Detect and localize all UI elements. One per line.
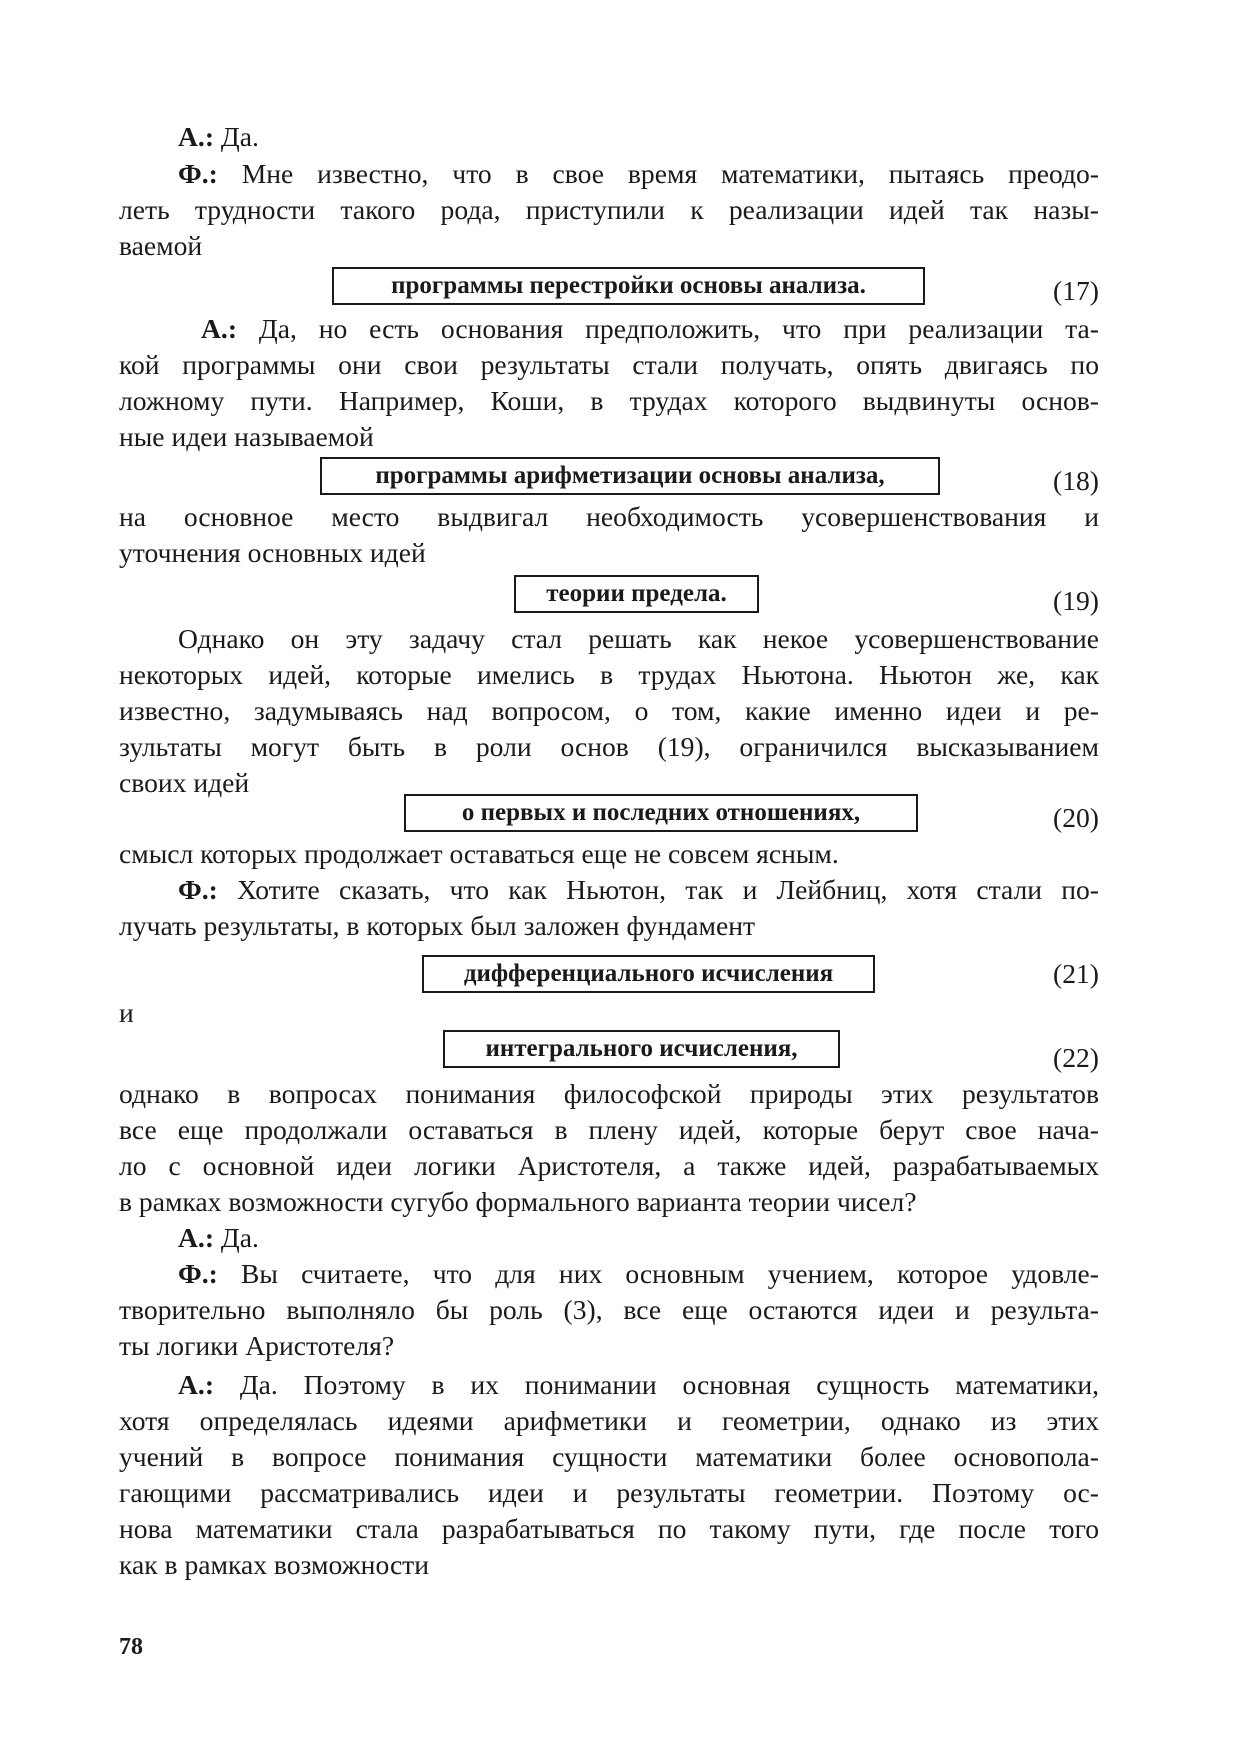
paragraph-line: зультаты могут быть в роли основ (19), ограничился высказыванием (119, 731, 1099, 762)
paragraph-line: нова математики стала разрабатываться по такому пути, где после того (119, 1513, 1099, 1544)
paragraph-line: смысл которых продолжает оставаться еще не совсем ясным. (119, 838, 839, 869)
speaker-label: А.: (178, 121, 215, 152)
highlighted-term-box: дифференциального исчисления (422, 955, 875, 993)
line-text: Хотите сказать, что как Ньютон, так и Лейбниц, хотя стали по- (217, 874, 1099, 905)
line-text: Да. (214, 1222, 259, 1253)
paragraph-line: Однако он эту задачу стал решать как некое усовершенствование (178, 623, 1099, 654)
paragraph-line: учений в вопросе понимания сущности математики более основопола- (119, 1441, 1099, 1472)
paragraph-line: ложному пути. Например, Коши, в трудах которого выдвинуты основ- (119, 385, 1099, 416)
speaker-label: Ф.: (178, 158, 218, 189)
highlighted-term-box: интегрального исчисления, (443, 1030, 840, 1068)
speaker-label: А.: (178, 1222, 215, 1253)
paragraph-line: своих идей (119, 767, 250, 798)
speaker-label: А.: (201, 313, 238, 344)
paragraph-line: однако в вопросах понимания философской природы этих результатов (119, 1078, 1099, 1109)
speaker-label: А.: (178, 1369, 215, 1400)
line-text: Вы считаете, что для них основным учением, которое удовле- (217, 1258, 1099, 1289)
paragraph-line (201, 310, 1099, 347)
line-text: Да. Поэтому в их понимании основная сущность математики, (214, 1369, 1099, 1400)
paragraph-line: ные идеи называемой (119, 421, 374, 452)
equation-number: (18) (1053, 465, 1099, 496)
line-text: Да, но есть основания предположить, что при реализации та- (237, 313, 1099, 344)
paragraph-line: в рамках возможности сугубо формального варианта теории чисел? (119, 1186, 917, 1217)
paragraph-line: на основное место выдвигал необходимость усовершенствования и (119, 501, 1099, 532)
page-number: 78 (119, 1634, 143, 1660)
equation-number: (20) (1053, 802, 1099, 833)
equation-number: (22) (1053, 1042, 1099, 1073)
paragraph-line (178, 1255, 1099, 1292)
paragraph-line (178, 1366, 1099, 1403)
equation-number: (19) (1053, 585, 1099, 616)
speaker-label: Ф.: (178, 1258, 218, 1289)
paragraph-line: известно, задумываясь над вопросом, о том, какие именно идеи и ре- (119, 695, 1099, 726)
paragraph-line (178, 871, 1099, 908)
highlighted-term-box: программы перестройки основы анализа. (332, 267, 925, 305)
paragraph-line: гающими рассматривались идеи и результаты геометрии. Поэтому ос- (119, 1477, 1099, 1508)
paragraph-line: как в рамках возможности (119, 1549, 430, 1580)
paragraph-line: уточнения основных идей (119, 537, 426, 568)
paragraph-line: ваемой (119, 230, 203, 261)
highlighted-term-box: о первых и последних отношениях, (404, 794, 918, 832)
highlighted-term-box: программы арифметизации основы анализа, (320, 457, 940, 495)
paragraph-line: все еще продолжали оставаться в плену идей, которые берут свое нача- (119, 1114, 1099, 1145)
paragraph-line: ты логики Аристотеля? (119, 1330, 395, 1361)
paragraph-line: ло с основной идеи логики Аристотеля, а также идей, разрабатываемых (119, 1150, 1099, 1181)
paragraph-line: некоторых идей, которые имелись в трудах Ньютона. Ньютон же, как (119, 659, 1099, 690)
paragraph-line (178, 1219, 1099, 1256)
paragraph-line: леть трудности такого рода, приступили к реализации идей так назы- (119, 194, 1099, 225)
equation-number: (17) (1053, 275, 1099, 306)
paragraph-line: лучать результаты, в которых был заложен фундамент (119, 910, 756, 941)
equation-number: (21) (1053, 958, 1099, 989)
paragraph-line: творительно выполняло бы роль (3), все еще остаются идеи и результа- (119, 1294, 1099, 1325)
paragraph-line: кой программы они свои результаты стали получать, опять двигаясь по (119, 349, 1099, 380)
paragraph-line (178, 155, 1099, 192)
speaker-label: Ф.: (178, 874, 218, 905)
paragraph-line: хотя определялась идеями арифметики и геометрии, однако из этих (119, 1405, 1099, 1436)
paragraph-line (178, 118, 1099, 155)
highlighted-term-box: теории предела. (514, 575, 759, 613)
line-text: Мне известно, что в свое время математики, пытаясь преодо- (217, 158, 1099, 189)
line-text: Да. (214, 121, 259, 152)
conjunction-line: и (119, 997, 134, 1028)
